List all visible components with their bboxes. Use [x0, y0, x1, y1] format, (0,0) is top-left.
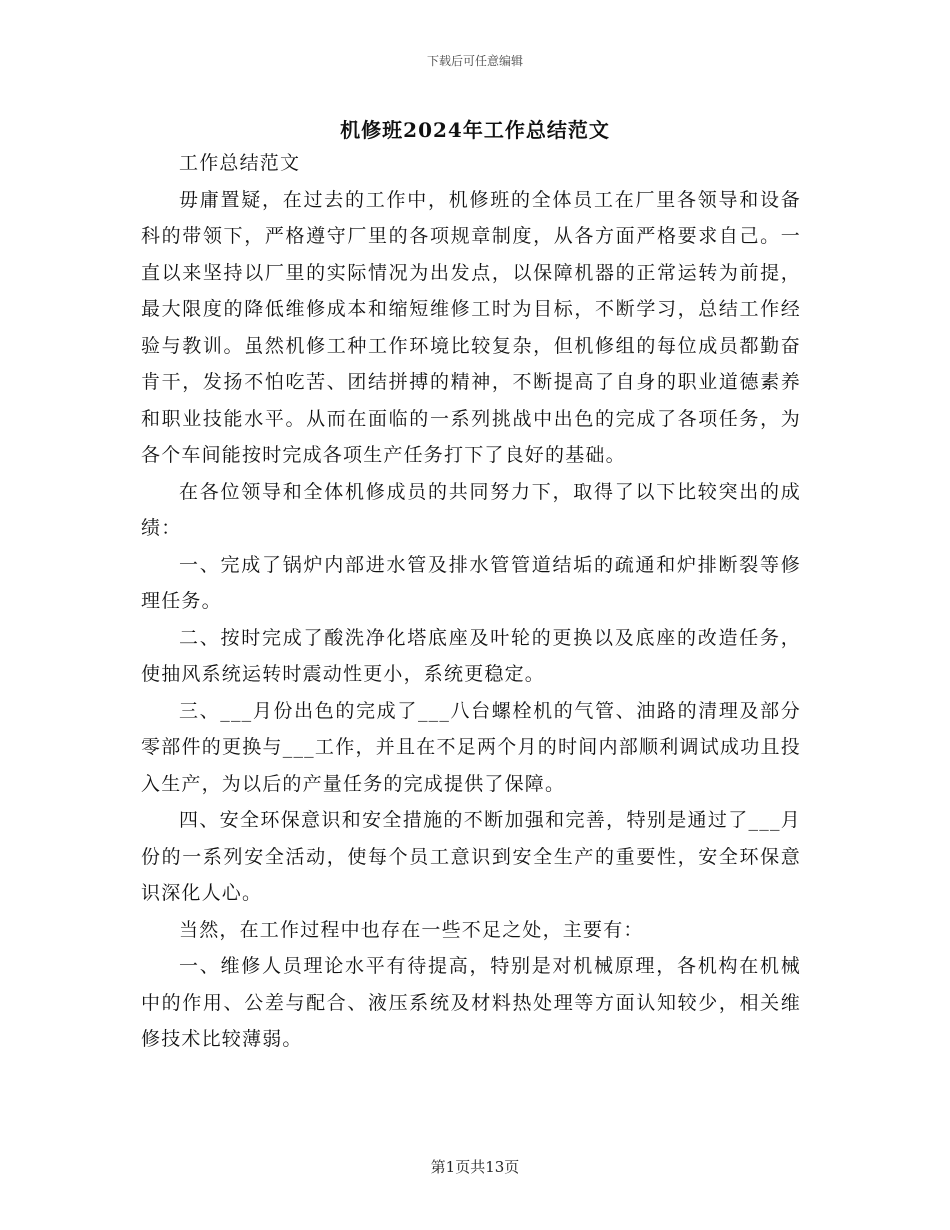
document-body — [141, 145, 801, 1058]
paragraph-achievements-lead: 在各位领导和全体机修成员的共同努力下，取得了以下比较突出的成绩： — [141, 480, 801, 539]
paragraph-achievement-1: 一、完成了锅炉内部进水管及排水管管道结垢的疏通和炉排断裂等修理任务。 — [141, 553, 801, 612]
paragraph-shortcomings-lead: 当然，在工作过程中也存在一些不足之处，主要有： — [179, 918, 644, 941]
document-title: 机修班2024年工作总结范文 — [340, 118, 610, 142]
paragraph-achievement-3: 三、___月份出色的完成了___八台螺栓机的气管、油路的清理及部分零部件的更换与___工作，并且在不足两个月的时间内部顺利调试成功且投入生产，为以后的产量任务的完成提供了保障。 — [141, 699, 801, 795]
paragraph-achievement-4: 四、安全环保意识和安全措施的不断加强和完善，特别是通过了___月份的一系列安全活动，使每个员工意识到安全生产的重要性，安全环保意识深化人心。 — [141, 809, 801, 904]
page-number-footer: 第1页共13页 — [430, 1158, 520, 1176]
paragraph-intro: 毋庸置疑，在过去的工作中，机修班的全体员工在厂里各领导和设备科的带领下，严格遵守厂里的各项规章制度，从各方面严格要求自己。一直以来坚持以厂里的实际情况为出发点，以保障机器的正常运转为前提，最大限度的降低维修成本和缩短维修工时为目标，不断学习，总结工作经验与教训。虽然机修工种工作环境比较复杂，但机修组的每位成员都勤奋肯干，发扬不怕吃苦、团结拼搏的精神，不断提高了自身的职业道德素养和职业技能水平。从而在面临的一系列挑战中出色的完成了各项任务，为各个车间能按时完成各项生产任务打下了良好的基础。 — [141, 188, 801, 466]
paragraph-subtitle: 工作总结范文 — [179, 152, 301, 174]
paragraph-achievement-2: 二、按时完成了酸洗净化塔底座及叶轮的更换以及底座的改造任务，使抽风系统运转时震动性更小，系统更稳定。 — [141, 626, 801, 685]
paragraph-shortcoming-1: 一、维修人员理论水平有待提高，特别是对机械原理，各机构在机械中的作用、公差与配合、液压系统及材料热处理等方面认知较少，相关维修技术比较薄弱。 — [141, 955, 801, 1050]
header-note: 下载后可任意编辑 — [426, 54, 523, 68]
